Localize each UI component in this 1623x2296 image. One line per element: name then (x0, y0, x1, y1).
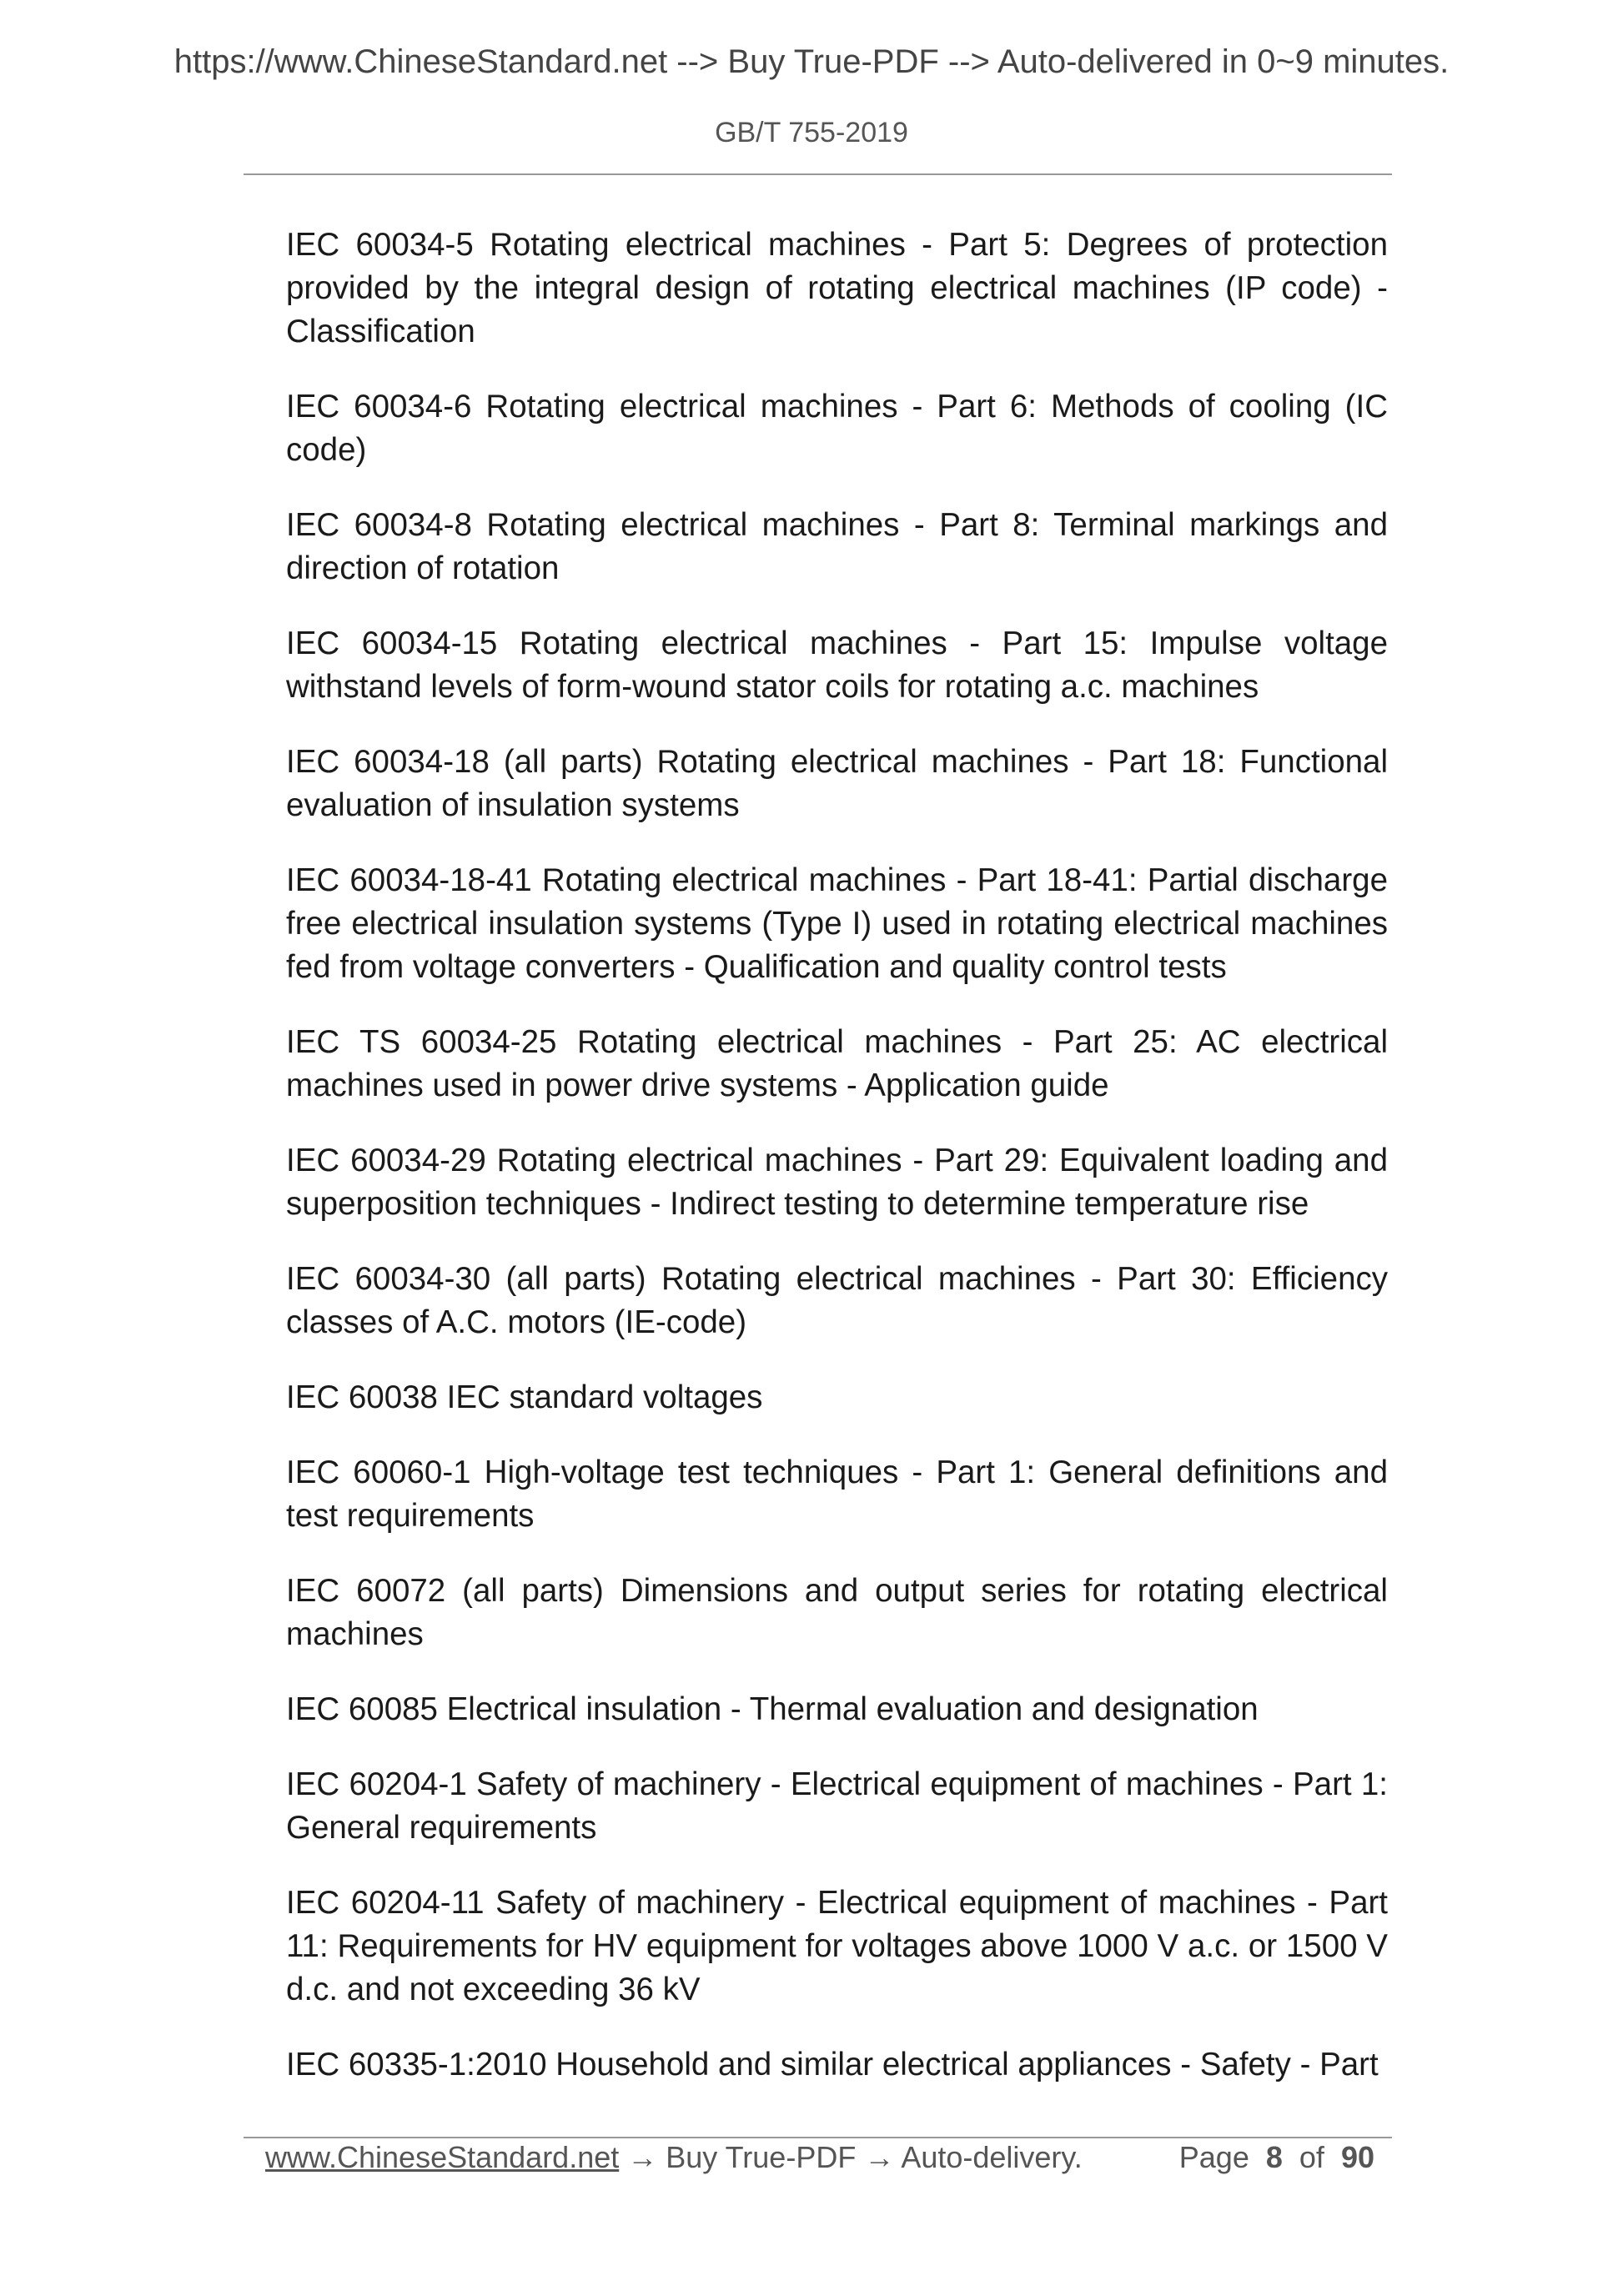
reference-entry: IEC 60038 IEC standard voltages (286, 1379, 763, 1415)
footer-left (265, 2140, 1083, 2175)
reference-entry: IEC 60060-1 High-voltage test techniques - Part 1: General definitions and test requirements (286, 1454, 1388, 1534)
reference-entry: IEC 60335-1:2010 Household and similar electrical appliances - Safety - Part (286, 2047, 1379, 2082)
reference-entry: IEC 60034-30 (all parts) Rotating electrical machines - Part 30: Efficiency classes of A.C. motors (IE-code) (286, 1261, 1388, 1340)
page-current: 8 (1265, 2140, 1283, 2174)
reference-entry: IEC 60204-1 Safety of machinery - Electrical equipment of machines - Part 1: General requirements (286, 1766, 1388, 1846)
reference-entry: IEC 60034-18 (all parts) Rotating electrical machines - Part 18: Functional evaluation of insulation systems (286, 744, 1388, 823)
reference-entry: IEC 60034-29 Rotating electrical machines - Part 29: Equivalent loading and superposition techniques - Indirect testing to determine temperature rise (286, 1143, 1388, 1222)
reference-list (286, 224, 1388, 2118)
header-divider (244, 173, 1392, 175)
reference-entry: IEC 60204-11 Safety of machinery - Electrical equipment of machines - Part 11: Requirements for HV equipment for voltages above 1000 V a.c. or 1500 V d.c. and not exceeding 36 kV (286, 1885, 1388, 2007)
page-of: of (1299, 2140, 1324, 2174)
reference-entry: IEC 60034-15 Rotating electrical machines - Part 15: Impulse voltage withstand levels of form-wound stator coils for rotating a.c. machines (286, 625, 1388, 705)
reference-entry: IEC 60034-5 Rotating electrical machines - Part 5: Degrees of protection provided by the integral design of rotating electrical machines (IP code) - Classification (286, 227, 1388, 349)
reference-entry: IEC TS 60034-25 Rotating electrical machines - Part 25: AC electrical machines used in power drive systems - Application guide (286, 1024, 1388, 1103)
reference-entry: IEC 60034-8 Rotating electrical machines - Part 8: Terminal markings and direction of rotation (286, 507, 1388, 586)
standard-code: GB/T 755-2019 (715, 117, 908, 148)
reference-entry: IEC 60034-18-41 Rotating electrical machines - Part 18-41: Partial discharge free electrical insulation systems (Type I) used in rotating electrical machines fed from voltage converters - Qualification and quality control tests (286, 862, 1388, 985)
reference-entry: IEC 60072 (all parts) Dimensions and output series for rotating electrical machines (286, 1573, 1388, 1652)
page-label: Page (1178, 2140, 1249, 2174)
top-banner: https://www.ChineseStandard.net --> Buy True-PDF --> Auto-delivered in 0~9 minutes. (173, 43, 1450, 80)
reference-entry: IEC 60085 Electrical insulation - Thermal evaluation and designation (286, 1691, 1259, 1727)
footer-divider (244, 2137, 1392, 2138)
page-indicator (1179, 2140, 1374, 2175)
site-link[interactable]: www.ChineseStandard.net (265, 2140, 620, 2174)
page-total: 90 (1340, 2140, 1374, 2174)
footer (265, 2140, 1374, 2175)
reference-entry: IEC 60034-6 Rotating electrical machines - Part 6: Methods of cooling (IC code) (286, 389, 1388, 468)
footer-tagline: → Buy True-PDF → Auto-delivery. (619, 2140, 1083, 2174)
